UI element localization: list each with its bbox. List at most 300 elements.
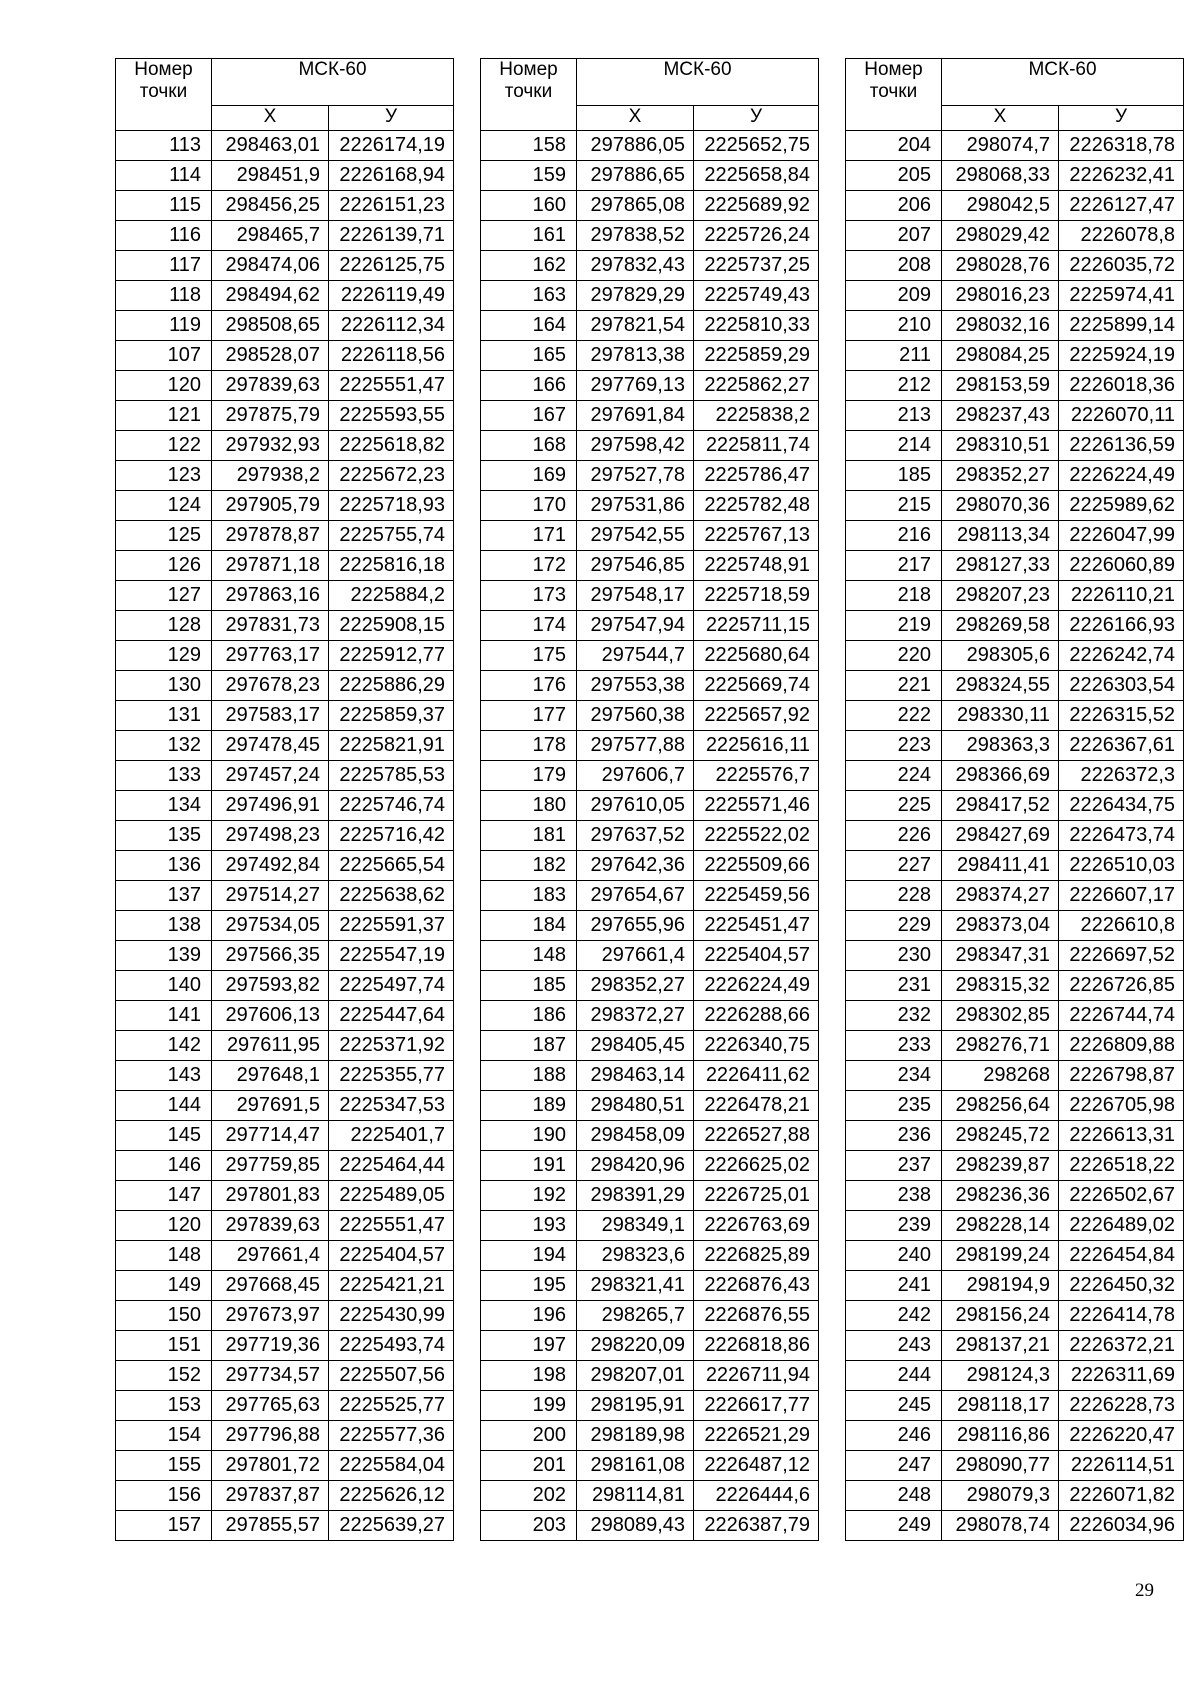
cell-point-number: 181 (481, 821, 577, 851)
cell-point-number: 211 (846, 341, 942, 371)
cell-y: 2225749,43 (694, 281, 819, 311)
cell-point-number: 107 (116, 341, 212, 371)
cell-point-number: 170 (481, 491, 577, 521)
table-row (846, 461, 1184, 491)
cell-x: 297801,72 (212, 1451, 329, 1481)
cell-x: 298195,91 (577, 1391, 694, 1421)
cell-x: 298220,09 (577, 1331, 694, 1361)
cell-x: 297531,86 (577, 491, 694, 521)
cell-x: 297886,65 (577, 161, 694, 191)
cell-x: 297668,45 (212, 1271, 329, 1301)
cell-y: 2226047,99 (1059, 521, 1184, 551)
cell-y: 2226110,21 (1059, 581, 1184, 611)
cell-y: 2226825,89 (694, 1241, 819, 1271)
cell-point-number: 242 (846, 1301, 942, 1331)
cell-x: 297821,54 (577, 311, 694, 341)
cell-point-number: 247 (846, 1451, 942, 1481)
cell-y: 2225785,53 (329, 761, 454, 791)
table-row (846, 641, 1184, 671)
cell-point-number: 230 (846, 941, 942, 971)
table-row (846, 1391, 1184, 1421)
table-row (116, 221, 454, 251)
cell-x: 297546,85 (577, 551, 694, 581)
cell-point-number: 175 (481, 641, 577, 671)
cell-point-number: 116 (116, 221, 212, 251)
cell-y: 2226232,41 (1059, 161, 1184, 191)
cell-x: 297610,05 (577, 791, 694, 821)
cell-x: 298207,01 (577, 1361, 694, 1391)
table-row (116, 1121, 454, 1151)
cell-y: 2226613,31 (1059, 1121, 1184, 1151)
cell-x: 297765,63 (212, 1391, 329, 1421)
cell-point-number: 232 (846, 1001, 942, 1031)
cell-y: 2225507,56 (329, 1361, 454, 1391)
cell-point-number: 218 (846, 581, 942, 611)
cell-point-number: 145 (116, 1121, 212, 1151)
cell-point-number: 225 (846, 791, 942, 821)
table-row (481, 1481, 819, 1511)
cell-x: 298508,65 (212, 311, 329, 341)
cell-point-number: 138 (116, 911, 212, 941)
table-row (846, 1511, 1184, 1541)
table-row (116, 1391, 454, 1421)
cell-y: 2226607,17 (1059, 881, 1184, 911)
cell-point-number: 228 (846, 881, 942, 911)
cell-point-number: 199 (481, 1391, 577, 1421)
table-row (846, 371, 1184, 401)
table-row (846, 161, 1184, 191)
cell-y: 2226315,52 (1059, 701, 1184, 731)
table-row (846, 941, 1184, 971)
table-row (846, 491, 1184, 521)
cell-point-number: 213 (846, 401, 942, 431)
coordinates-table-1 (115, 58, 454, 1541)
table-row (116, 1481, 454, 1511)
table-row (116, 161, 454, 191)
cell-point-number: 164 (481, 311, 577, 341)
table-row (116, 311, 454, 341)
cell-y: 2225421,21 (329, 1271, 454, 1301)
cell-point-number: 120 (116, 1211, 212, 1241)
cell-y: 2225616,11 (694, 731, 819, 761)
cell-y: 2226617,77 (694, 1391, 819, 1421)
cell-y: 2225584,04 (329, 1451, 454, 1481)
cell-x: 298268 (942, 1061, 1059, 1091)
cell-y: 2225497,74 (329, 971, 454, 1001)
cell-x: 298228,14 (942, 1211, 1059, 1241)
cell-x: 297691,5 (212, 1091, 329, 1121)
cell-x: 297855,57 (212, 1511, 329, 1541)
table-row (846, 221, 1184, 251)
table-row (846, 911, 1184, 941)
cell-point-number: 163 (481, 281, 577, 311)
cell-y: 2225404,57 (329, 1241, 454, 1271)
table-row (846, 1361, 1184, 1391)
table-row (481, 551, 819, 581)
cell-point-number: 166 (481, 371, 577, 401)
cell-x: 298116,86 (942, 1421, 1059, 1451)
cell-point-number: 248 (846, 1481, 942, 1511)
cell-point-number: 114 (116, 161, 212, 191)
cell-point-number: 129 (116, 641, 212, 671)
header-x: Х (942, 106, 1059, 131)
table-row (116, 1241, 454, 1271)
cell-x: 297661,4 (212, 1241, 329, 1271)
cell-point-number: 144 (116, 1091, 212, 1121)
cell-point-number: 183 (481, 881, 577, 911)
table-row (116, 1181, 454, 1211)
cell-x: 298032,16 (942, 311, 1059, 341)
cell-x: 297865,08 (577, 191, 694, 221)
cell-x: 298330,11 (942, 701, 1059, 731)
cell-y: 2226510,03 (1059, 851, 1184, 881)
table-row (116, 581, 454, 611)
cell-point-number: 177 (481, 701, 577, 731)
cell-y: 2225652,75 (694, 131, 819, 161)
cell-point-number: 203 (481, 1511, 577, 1541)
cell-x: 297498,23 (212, 821, 329, 851)
table-row (481, 971, 819, 1001)
cell-y: 2226473,74 (1059, 821, 1184, 851)
cell-point-number: 152 (116, 1361, 212, 1391)
cell-y: 2225786,47 (694, 461, 819, 491)
cell-point-number: 237 (846, 1151, 942, 1181)
cell-point-number: 205 (846, 161, 942, 191)
cell-point-number: 117 (116, 251, 212, 281)
table-row (481, 791, 819, 821)
table-row (116, 1271, 454, 1301)
cell-y: 2226136,59 (1059, 431, 1184, 461)
table-row (846, 881, 1184, 911)
cell-y: 2226502,67 (1059, 1181, 1184, 1211)
table-row (481, 911, 819, 941)
cell-x: 297813,38 (577, 341, 694, 371)
cell-x: 298463,01 (212, 131, 329, 161)
table-row (846, 431, 1184, 461)
cell-y: 2226018,36 (1059, 371, 1184, 401)
cell-point-number: 210 (846, 311, 942, 341)
cell-y: 2226228,73 (1059, 1391, 1184, 1421)
cell-y: 2225489,05 (329, 1181, 454, 1211)
cell-point-number: 150 (116, 1301, 212, 1331)
cell-y: 2225718,93 (329, 491, 454, 521)
cell-y: 2225451,47 (694, 911, 819, 941)
table-row (481, 401, 819, 431)
cell-x: 298310,51 (942, 431, 1059, 461)
cell-x: 298366,69 (942, 761, 1059, 791)
table-row (116, 851, 454, 881)
cell-point-number: 153 (116, 1391, 212, 1421)
cell-y: 2225626,12 (329, 1481, 454, 1511)
cell-y: 2226114,51 (1059, 1451, 1184, 1481)
cell-x: 298458,09 (577, 1121, 694, 1151)
cell-y: 2225493,74 (329, 1331, 454, 1361)
cell-y: 2225665,54 (329, 851, 454, 881)
cell-x: 298363,3 (942, 731, 1059, 761)
cell-x: 298302,85 (942, 1001, 1059, 1031)
cell-y: 2226763,69 (694, 1211, 819, 1241)
cell-y: 2226711,94 (694, 1361, 819, 1391)
table-row (481, 1181, 819, 1211)
cell-point-number: 171 (481, 521, 577, 551)
cell-y: 2226070,11 (1059, 401, 1184, 431)
cell-y: 2226166,93 (1059, 611, 1184, 641)
cell-y: 2225672,23 (329, 461, 454, 491)
cell-y: 2226818,86 (694, 1331, 819, 1361)
cell-point-number: 169 (481, 461, 577, 491)
table-row (481, 1451, 819, 1481)
table-row (846, 1271, 1184, 1301)
cell-point-number: 197 (481, 1331, 577, 1361)
table-row (846, 1001, 1184, 1031)
cell-point-number: 134 (116, 791, 212, 821)
table-row (481, 1001, 819, 1031)
cell-x: 298427,69 (942, 821, 1059, 851)
cell-x: 297478,45 (212, 731, 329, 761)
cell-y: 2226311,69 (1059, 1361, 1184, 1391)
cell-y: 2226139,71 (329, 221, 454, 251)
cell-y: 2226726,85 (1059, 971, 1184, 1001)
cell-point-number: 202 (481, 1481, 577, 1511)
page-number: 29 (1135, 1580, 1154, 1601)
cell-point-number: 165 (481, 341, 577, 371)
table-row (846, 521, 1184, 551)
cell-point-number: 200 (481, 1421, 577, 1451)
cell-point-number: 158 (481, 131, 577, 161)
cell-y: 2226610,8 (1059, 911, 1184, 941)
cell-x: 297577,88 (577, 731, 694, 761)
table-row (846, 1301, 1184, 1331)
header-point-number: Номер точки (481, 59, 577, 131)
table-row (481, 1121, 819, 1151)
cell-x: 298349,1 (577, 1211, 694, 1241)
cell-point-number: 201 (481, 1451, 577, 1481)
cell-y: 2226434,75 (1059, 791, 1184, 821)
cell-x: 298315,32 (942, 971, 1059, 1001)
cell-point-number: 239 (846, 1211, 942, 1241)
cell-x: 298114,81 (577, 1481, 694, 1511)
table-row (116, 971, 454, 1001)
cell-x: 297606,13 (212, 1001, 329, 1031)
table-row (481, 1061, 819, 1091)
cell-x: 297492,84 (212, 851, 329, 881)
cell-y: 2226414,78 (1059, 1301, 1184, 1331)
cell-point-number: 185 (481, 971, 577, 1001)
header-y: У (694, 106, 819, 131)
cell-x: 298084,25 (942, 341, 1059, 371)
cell-point-number: 174 (481, 611, 577, 641)
table-row (481, 1361, 819, 1391)
cell-point-number: 241 (846, 1271, 942, 1301)
cell-x: 298127,33 (942, 551, 1059, 581)
cell-point-number: 195 (481, 1271, 577, 1301)
header-coordinate-system: МСК-60 (212, 59, 454, 106)
cell-y: 2226168,94 (329, 161, 454, 191)
table-row (116, 371, 454, 401)
cell-x: 297544,7 (577, 641, 694, 671)
cell-point-number: 118 (116, 281, 212, 311)
cell-point-number: 178 (481, 731, 577, 761)
table-row (116, 911, 454, 941)
cell-x: 298156,24 (942, 1301, 1059, 1331)
cell-x: 298194,9 (942, 1271, 1059, 1301)
cell-y: 2225899,14 (1059, 311, 1184, 341)
table-row (116, 1331, 454, 1361)
cell-point-number: 217 (846, 551, 942, 581)
table-row (846, 1091, 1184, 1121)
cell-x: 298420,96 (577, 1151, 694, 1181)
cell-y: 2225755,74 (329, 521, 454, 551)
cell-point-number: 216 (846, 521, 942, 551)
cell-point-number: 206 (846, 191, 942, 221)
cell-y: 2226118,56 (329, 341, 454, 371)
cell-y: 2225859,29 (694, 341, 819, 371)
cell-point-number: 240 (846, 1241, 942, 1271)
coordinates-table (845, 58, 1184, 1541)
cell-y: 2225525,77 (329, 1391, 454, 1421)
table-row (846, 1151, 1184, 1181)
cell-point-number: 128 (116, 611, 212, 641)
cell-y: 2225862,27 (694, 371, 819, 401)
cell-point-number: 236 (846, 1121, 942, 1151)
cell-y: 2225782,48 (694, 491, 819, 521)
table-row (481, 251, 819, 281)
cell-y: 2225355,77 (329, 1061, 454, 1091)
cell-point-number: 141 (116, 1001, 212, 1031)
cell-x: 298372,27 (577, 1001, 694, 1031)
header-coordinate-system: МСК-60 (942, 59, 1184, 106)
cell-point-number: 122 (116, 431, 212, 461)
table-row (116, 611, 454, 641)
cell-y: 2225767,13 (694, 521, 819, 551)
cell-x: 298323,6 (577, 1241, 694, 1271)
cell-point-number: 172 (481, 551, 577, 581)
cell-point-number: 176 (481, 671, 577, 701)
table-row (481, 881, 819, 911)
cell-point-number: 226 (846, 821, 942, 851)
cell-x: 297654,67 (577, 881, 694, 911)
cell-x: 297831,73 (212, 611, 329, 641)
table-row (116, 791, 454, 821)
table-row (846, 1241, 1184, 1271)
cell-x: 298494,62 (212, 281, 329, 311)
cell-y: 2226521,29 (694, 1421, 819, 1451)
cell-x: 298236,36 (942, 1181, 1059, 1211)
cell-point-number: 191 (481, 1151, 577, 1181)
table-row (846, 731, 1184, 761)
cell-point-number: 184 (481, 911, 577, 941)
cell-y: 2226705,98 (1059, 1091, 1184, 1121)
cell-x: 298153,59 (942, 371, 1059, 401)
table-row (116, 701, 454, 731)
cell-point-number: 120 (116, 371, 212, 401)
header-y: У (1059, 106, 1184, 131)
cell-x: 297606,7 (577, 761, 694, 791)
cell-y: 2226387,79 (694, 1511, 819, 1541)
cell-x: 297763,17 (212, 641, 329, 671)
header-x: Х (212, 106, 329, 131)
cell-point-number: 208 (846, 251, 942, 281)
cell-y: 2225464,44 (329, 1151, 454, 1181)
cell-point-number: 187 (481, 1031, 577, 1061)
cell-x: 298113,34 (942, 521, 1059, 551)
cell-x: 297583,17 (212, 701, 329, 731)
cell-x: 297496,91 (212, 791, 329, 821)
cell-y: 2226527,88 (694, 1121, 819, 1151)
cell-point-number: 149 (116, 1271, 212, 1301)
cell-x: 297642,36 (577, 851, 694, 881)
cell-x: 297837,87 (212, 1481, 329, 1511)
cell-point-number: 209 (846, 281, 942, 311)
cell-y: 2226450,32 (1059, 1271, 1184, 1301)
cell-y: 2225737,25 (694, 251, 819, 281)
table-row (116, 1511, 454, 1541)
table-row (116, 1061, 454, 1091)
table-row (481, 851, 819, 881)
cell-point-number: 168 (481, 431, 577, 461)
table-row (846, 281, 1184, 311)
cell-x: 297547,94 (577, 611, 694, 641)
cell-y: 2226288,66 (694, 1001, 819, 1031)
cell-point-number: 190 (481, 1121, 577, 1151)
cell-y: 2225401,7 (329, 1121, 454, 1151)
cell-point-number: 157 (116, 1511, 212, 1541)
cell-point-number: 224 (846, 761, 942, 791)
cell-x: 297875,79 (212, 401, 329, 431)
cell-point-number: 173 (481, 581, 577, 611)
table-row (481, 641, 819, 671)
cell-x: 298373,04 (942, 911, 1059, 941)
cell-y: 2225618,82 (329, 431, 454, 461)
table-row (481, 1331, 819, 1361)
cell-point-number: 123 (116, 461, 212, 491)
cell-point-number: 244 (846, 1361, 942, 1391)
header-y: У (329, 106, 454, 131)
cell-x: 298124,3 (942, 1361, 1059, 1391)
cell-y: 2225577,36 (329, 1421, 454, 1451)
cell-point-number: 135 (116, 821, 212, 851)
table-row (481, 1031, 819, 1061)
cell-x: 298465,7 (212, 221, 329, 251)
cell-y: 2225571,46 (694, 791, 819, 821)
cell-y: 2225810,33 (694, 311, 819, 341)
table-row (481, 1271, 819, 1301)
cell-x: 297932,93 (212, 431, 329, 461)
cell-x: 297863,16 (212, 581, 329, 611)
cell-point-number: 132 (116, 731, 212, 761)
table-row (846, 131, 1184, 161)
cell-x: 297534,05 (212, 911, 329, 941)
cell-x: 298089,43 (577, 1511, 694, 1541)
cell-x: 297878,87 (212, 521, 329, 551)
cell-point-number: 198 (481, 1361, 577, 1391)
cell-y: 2225718,59 (694, 581, 819, 611)
cell-x: 298028,76 (942, 251, 1059, 281)
cell-point-number: 221 (846, 671, 942, 701)
cell-point-number: 245 (846, 1391, 942, 1421)
cell-point-number: 192 (481, 1181, 577, 1211)
cell-x: 298451,9 (212, 161, 329, 191)
table-row (481, 131, 819, 161)
cell-x: 298078,74 (942, 1511, 1059, 1541)
table-row (116, 1091, 454, 1121)
table-row (846, 341, 1184, 371)
cell-y: 2226697,52 (1059, 941, 1184, 971)
cell-point-number: 124 (116, 491, 212, 521)
cell-y: 2226518,22 (1059, 1151, 1184, 1181)
cell-point-number: 131 (116, 701, 212, 731)
cell-point-number: 180 (481, 791, 577, 821)
